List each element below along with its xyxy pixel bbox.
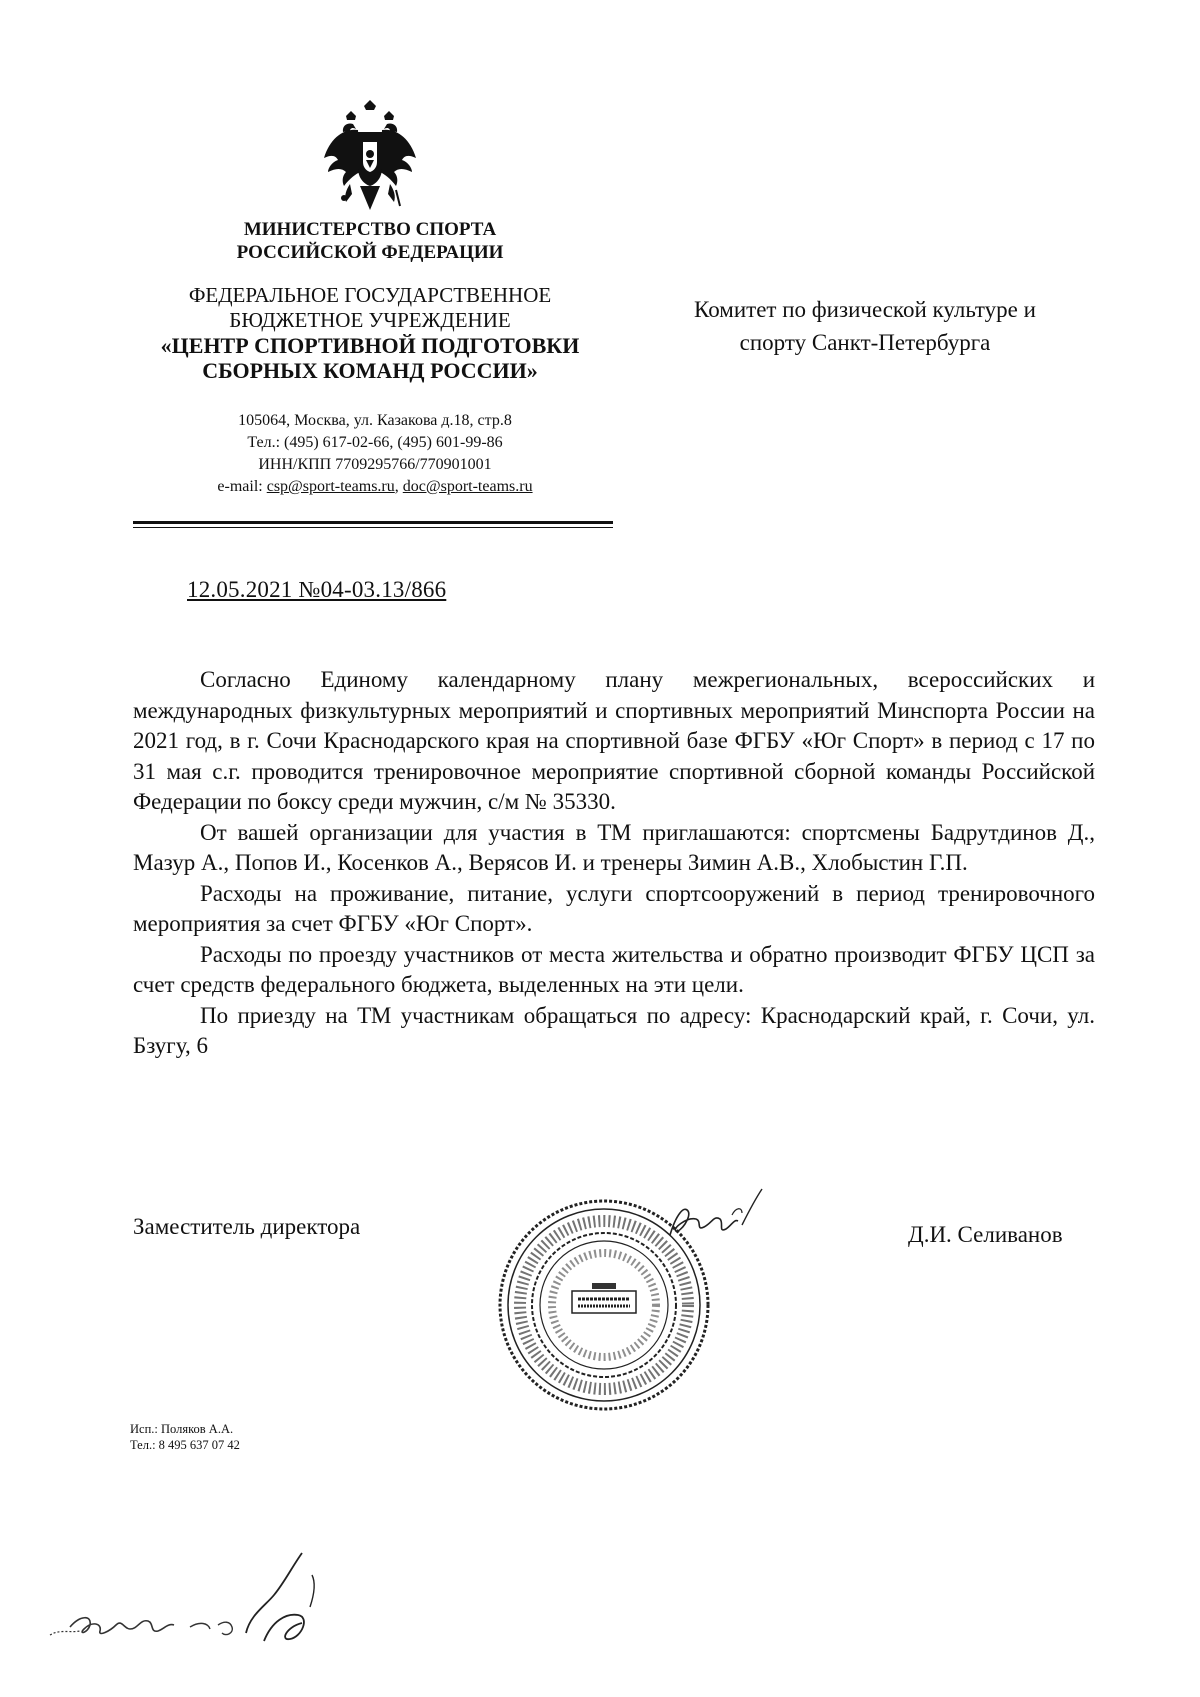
- addressee-line-2: спорту Санкт-Петербурга: [739, 330, 991, 355]
- body-paragraph: По приезду на ТМ участникам обращаться по адресу: Краснодарский край, г. Сочи, ул. Бзугу, 6: [133, 1002, 1095, 1058]
- letterhead-divider-thick: [133, 521, 613, 524]
- institution-contacts: [150, 410, 600, 498]
- institution-email: [150, 476, 600, 498]
- handwritten-note-icon: [40, 1545, 370, 1655]
- ministry-line-2: РОССИЙСКОЙ ФЕДЕРАЦИИ: [236, 242, 504, 263]
- institution-phone: Тел.: (495) 617-02-66, (495) 601-99-86: [247, 434, 503, 451]
- body-paragraph: От вашей организации для участия в ТМ приглашаются: спортсмены Бадрутдинов Д., Мазур А., Попов И., Косенков А., Верясов И. и тренеры Зимин А.В., Хлобыстин Г.П.: [133, 819, 1095, 875]
- signatory-name: Д.И. Селиванов: [908, 1222, 1063, 1247]
- institution-inn: ИНН/КПП 7709295766/770901001: [258, 456, 492, 473]
- body-paragraph: Расходы по проезду участников от места жительства и обратно производит ФГБУ ЦСП за счет средств федерального бюджета, выделенных на эти цели.: [133, 941, 1095, 997]
- institution-line-1: ФЕДЕРАЛЬНОЕ ГОСУДАРСТВЕННОЕ: [188, 283, 552, 307]
- email-prefix: e-mail:: [217, 478, 267, 495]
- email-link-doc[interactable]: doc@sport-teams.ru: [402, 478, 533, 495]
- email-separator: ,: [394, 478, 403, 495]
- letter-body: [133, 665, 1095, 1062]
- body-paragraph: Расходы на проживание, питание, услуги спортсооружений в период тренировочного мероприятия за счет ФГБУ «Юг Спорт».: [133, 880, 1095, 936]
- executor-info: [130, 1421, 240, 1453]
- institution-line-4: СБОРНЫХ КОМАНД РОССИИ»: [202, 358, 538, 383]
- executor-name: Исп.: Поляков А.А.: [130, 1422, 234, 1436]
- ministry-name: [180, 218, 560, 264]
- signatory-title: Заместитель директора: [133, 1214, 361, 1239]
- document-reference: 12.05.2021 №04-03.13/866: [187, 577, 447, 602]
- executor-phone: Тел.: 8 495 637 07 42: [130, 1438, 240, 1452]
- handwritten-signature-icon: [662, 1185, 772, 1255]
- ministry-line-1: МИНИСТЕРСТВО СПОРТА: [243, 219, 497, 240]
- addressee: [640, 293, 1090, 359]
- institution-name: [120, 283, 620, 383]
- institution-line-2: БЮДЖЕТНОЕ УЧРЕЖДЕНИЕ: [229, 308, 511, 332]
- letterhead-divider-thin: [133, 527, 613, 528]
- body-paragraph: Согласно Единому календарному плану межрегиональных, всероссийских и международных физкультурных мероприятий и спортивных мероприятий Минспорта России на 2021 год, в г. Сочи Краснодарского края на спортивной базе ФГБУ «Юг Спорт» в период с 17 по 31 мая с.г. проводится тренировочное мероприятие спортивной сборной команды Российской Федерации по боксу среди мужчин, с/м № 35330.: [133, 667, 1095, 814]
- institution-line-3: «ЦЕНТР СПОРТИВНОЙ ПОДГОТОВКИ: [160, 333, 580, 358]
- email-link-csp[interactable]: csp@sport-teams.ru: [266, 478, 395, 495]
- addressee-line-1: Комитет по физической культуре и: [694, 297, 1036, 322]
- institution-address: 105064, Москва, ул. Казакова д.18, стр.8: [238, 412, 512, 429]
- double-headed-eagle-emblem-icon: [320, 98, 420, 216]
